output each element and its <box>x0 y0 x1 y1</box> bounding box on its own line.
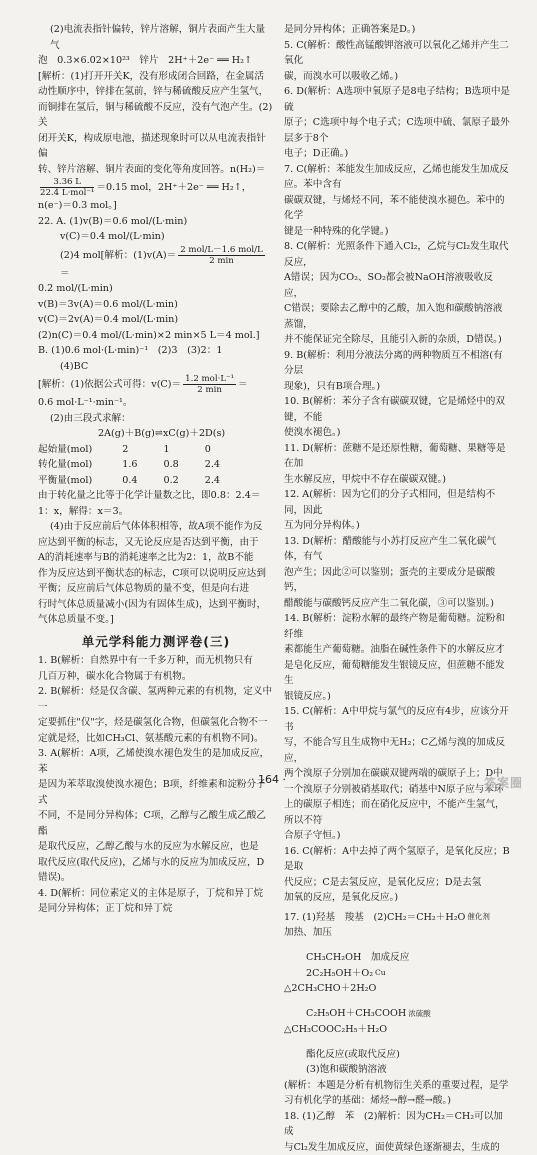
text-line: A错误；因为CO₂、SO₂都会被NaOH溶液吸收反应， <box>284 272 493 299</box>
arrow-condition-top: 浓硫酸 <box>408 1008 431 1018</box>
text-line: 生水解反应，甲烷中不存在碳碳双键。) <box>284 473 447 485</box>
table-cell: 转化量(mol) <box>38 459 93 470</box>
text-line: 使溴水褪色。) <box>284 427 341 438</box>
text-line: 作为反应达到平衡状态的标志，C项可以说明反应达到 <box>38 567 266 579</box>
text-line: A的消耗速率与B的消耗速率之比为2：1，故B不能 <box>38 552 254 563</box>
equation-line: 2A(g)＋B(g)⇌xC(g)＋2D(s) <box>98 428 226 439</box>
text-line: (3)饱和碳酸钠溶液 <box>306 1064 387 1076</box>
text-line: 闭开关K，构成原电池，描述现象时可以从电流表指针偏 <box>38 132 266 159</box>
text-line: 16. C(解析：A中去掉了两个氢原子，是氧化反应；B是取 <box>284 845 510 872</box>
text-line: v(C)＝0.4 mol/(L·min) <box>60 231 165 242</box>
text-line: 由于转化量之比等于化学计量数之比，即0.8：2.4＝ <box>38 490 261 501</box>
text-line: 定就是烃，比如CH₃Cl、氨基酸元素的有机物不同)。 <box>38 732 264 744</box>
text-fragment: ＝0.15 mol，2H⁺＋2e⁻ ══ H₂↑， <box>96 182 252 193</box>
text-line: 22. A. (1)v(B)＝0.6 mol/(L·min) <box>38 215 188 227</box>
table-cell: 0.2 <box>163 474 179 486</box>
text-line: 互为同分异构体。) <box>284 520 360 531</box>
text-line: 2. B(解析：烃是仅含碳、氢两种元素的有机物，定义中一 <box>38 686 273 713</box>
table-cell: 起始量(mol) <box>38 443 93 455</box>
table-row <box>38 473 228 489</box>
text-line: 酯化反应(或取代反应) <box>306 1048 400 1060</box>
text-fragment: ＝ <box>60 267 70 279</box>
text-line: 4. D(解析：同位素定义的主体是原子，丁烷和异丁烷 <box>38 887 264 899</box>
text-line: [解析：(1)打开开关K，没有形成闭合回路，在金属活 <box>38 70 264 82</box>
text-line: 银镜反应。) <box>284 690 331 702</box>
section-title: 单元学科能力测评卷(三) <box>81 633 231 649</box>
text-line: 是取代反应，乙醇乙酸与水的反应为水解反应，也是 <box>38 841 259 852</box>
fraction-numerator: 2 mol/L－1.6 mol/L <box>180 244 263 255</box>
text-line: (2)n(C)＝0.4 mol/(L·min)×2 min×5 L＝4 mol.] <box>38 329 260 341</box>
text-line: 写，不能合写且生成物中无H₂；C乙烯与溴的加成反应， <box>284 737 506 764</box>
text-line: 碳碳双键，与烯烃不同，苯不能使溴水褪色。苯中的化学 <box>284 194 505 221</box>
text-line: 14. B(解析：淀粉水解的最终产物是葡萄糖。淀粉和纤维 <box>284 613 505 640</box>
text-line: CH₃CH₂OH 加成反应 <box>306 952 410 964</box>
text-line: 加氧的反应，是氧化反应。) <box>284 892 399 903</box>
text-line: (4)BC <box>60 360 89 372</box>
text-line: 15. C(解析：A中甲烷与氯气的反应有4步，应该分开书 <box>284 706 509 733</box>
text-line: 是同分异构体；正丁烷和异丁烷 <box>38 903 173 914</box>
formula-line <box>38 245 274 282</box>
arrow-condition-top: 催化剂 <box>467 912 490 921</box>
three-stage-table <box>38 442 228 489</box>
page-number: · 164 · <box>251 773 286 786</box>
text-fragment: 2CH₃CHO＋2H₂O <box>291 983 377 995</box>
text-line: 取代反应(取代反应)，乙烯与水的反应为加成反应，D <box>38 856 265 868</box>
table-row <box>38 442 228 458</box>
text-line: 动性顺序中，锌排在氢前，锌与稀硫酸反应产生氢气， <box>38 86 269 97</box>
text-line: 定要抓住"仅"字，烃是碳氢化合物，但碳氢化合物不一 <box>38 717 268 728</box>
table-cell: 2.4 <box>204 474 221 486</box>
formula-line <box>38 177 274 198</box>
text-line: (2)电流表指针偏转，锌片溶解，铜片表面产生大量气 <box>50 24 266 51</box>
watermark: 答案圈 <box>483 776 523 790</box>
table-cell: 0 <box>204 443 211 455</box>
text-line: v(B)＝3v(A)＝0.6 mol/(L·min) <box>38 298 178 310</box>
reaction-arrow <box>375 969 386 977</box>
text-line: 错误)。 <box>38 872 71 883</box>
table-cell: 2.4 <box>204 459 221 470</box>
table-row <box>38 457 228 473</box>
text-line: 18. (1)乙醇 苯 (2)解析：因为CH₂＝CH₂可以加成 <box>284 1110 503 1138</box>
text-line: 应达到平衡的标志，又无论反应是否达到平衡，由于 <box>38 536 259 548</box>
reaction-arrow <box>408 1010 431 1018</box>
text-line: 电子；D正确。) <box>284 148 349 159</box>
text-line: 上的碳原子相连；而在硝化反应中，不能产生氢气，所以不符 <box>284 799 505 826</box>
text-line: 气体总质量不变。] <box>38 614 114 625</box>
table-cell: 0.8 <box>163 459 179 470</box>
text-line: 醋酸能与碳酸钙反应产生二氧化碳，③可以鉴别。) <box>284 597 495 609</box>
text-line: 习有机化学的基础：烯烃→醇→醛→酸。) <box>284 1095 451 1107</box>
table-cell: 2 <box>122 443 129 455</box>
text-line: 是皂化反应，葡萄糖能发生银镜反应，但蔗糖不能发生 <box>284 659 505 686</box>
text-fragment: CH₃COOC₂H₅＋H₂O <box>291 1023 388 1035</box>
fraction-numerator: 3.36 L <box>40 177 94 188</box>
text-line: 不同，不是同分异构体；C项，乙醇与乙酸生成乙酸乙酯 <box>38 810 266 837</box>
text-line: 原子；C选项中每个电子式；C选项中硫、氯原子最外层多于8个 <box>284 117 510 144</box>
text-fragment: (2)4 mol[解析：(1)v(A)＝ <box>60 249 177 261</box>
fraction <box>178 245 265 266</box>
formula-line <box>284 910 510 926</box>
text-line: 10. B(解析：苯分子含有碳碳双键，它是烯烃中的双键，不能 <box>284 396 505 423</box>
text-line: 合原子守恒。) <box>284 830 341 841</box>
text-line: 键是一种特殊的化学键。) <box>284 225 389 237</box>
text-fragment: 2C₂H₅OH＋O₂ <box>306 967 374 979</box>
text-line: 行时气体总质量减小(因为有固体生成)，达到平衡时， <box>38 598 267 610</box>
text-line: 3. A(解析：A项，乙烯使溴水褪色发生的是加成反应，苯 <box>38 748 270 775</box>
arrow-condition-bottom: △ <box>284 1023 292 1035</box>
text-line: 两个溴原子分别加在碳碳双键两端的碳原子上；D中 <box>284 768 503 779</box>
text-line: 泡产生；因此②可以鉴别；蛋壳的主要成分是碳酸钙， <box>284 566 496 593</box>
text-line: (4)由于反应前后气体体积相等，故A项不能作为反 <box>50 521 263 532</box>
table-cell: 0.4 <box>122 474 138 486</box>
text-line: 0.2 mol/(L·min) <box>38 283 113 294</box>
text-line: (2)由三段式求解： <box>50 412 131 424</box>
formula-line <box>284 966 510 982</box>
text-line: 9. B(解析：利用分液法分离的两种物质互不相溶(有分层 <box>284 349 503 376</box>
text-line: 是同分异构体；正确答案是D。) <box>284 24 416 35</box>
text-line: 与Cl₂发生加成反应，面使黄绿色逐渐褪去，生成的 <box>284 1141 500 1153</box>
right-column <box>284 22 510 1155</box>
text-line: 转、锌片溶解、铜片表面的变化等角度回答。n(H₂)＝ <box>38 163 266 175</box>
arrow-condition-top: Cu <box>375 968 386 978</box>
text-line: 7. C(解析：苯能发生加成反应，乙烯也能发生加成反应。苯中含有 <box>284 163 509 190</box>
text-line: 几百万种，碳水化合物属于有机物。 <box>38 670 192 682</box>
text-line: 8. C(解析：光照条件下通入Cl₂，乙烷与Cl₂发生取代反应， <box>284 241 509 268</box>
text-line: 现象)，只有B项合理。) <box>284 380 381 392</box>
text-line: 11. D(解析：蔗糖不是还原性糖，葡萄糖、果糖等是在加 <box>284 442 506 469</box>
text-line: v(C)＝2v(A)＝0.4 mol/(L·min) <box>38 314 179 325</box>
fraction-denominator: 2 min <box>209 255 234 266</box>
fraction-denominator: 2 min <box>197 385 222 395</box>
text-line: C错误；要除去乙醇中的乙酸，加入饱和碳酸钠溶液蒸馏， <box>284 303 503 330</box>
text-fragment: ＝ <box>238 379 248 390</box>
text-line: 素都能生产葡萄糖。油脂在碱性条件下的水解反应才 <box>284 644 505 655</box>
text-line: 代反应；C是去氢反应，是氧化反应；D是去氢 <box>284 876 482 888</box>
text-line: 1. B(解析：自然界中有一千多万种，而无机物只有 <box>38 655 253 666</box>
table-cell: 平衡量(mol) <box>38 474 93 486</box>
text-line: 平衡；反应前后气体总物质的量不变，但是向右进 <box>38 583 250 594</box>
fraction-denominator: 22.4 L·mol⁻¹ <box>40 188 95 198</box>
fraction <box>183 374 236 395</box>
table-cell: 1 <box>163 443 170 455</box>
formula-line <box>284 1006 510 1022</box>
formula-line <box>38 374 274 395</box>
text-line: 而铜排在氢后，铜与稀硫酸不反应，没有气泡产生。(2)关 <box>38 101 273 128</box>
text-line: 6. D(解析：A选项中氧原子是8电子结构；B选项中是硫 <box>284 86 511 113</box>
reaction-arrow <box>467 913 490 921</box>
text-line: 是因为苯萃取溴使溴水褪色；B项，纤维素和淀粉分子式 <box>38 779 266 806</box>
text-line: 并不能保证完全除尽，且能引入新的杂质，D错误。) <box>284 334 502 345</box>
text-line: 12. A(解析：因为它们的分子式相同，但是结构不同，因此 <box>284 489 496 516</box>
fraction <box>40 177 94 198</box>
fraction-numerator: 1.2 mol·L⁻¹ <box>185 374 235 384</box>
table-cell: 1.6 <box>122 459 138 470</box>
text-line: n(e⁻)＝0.3 mol。] <box>38 200 117 211</box>
text-line: 5. C(解析：酸性高锰酸钾溶液可以氧化乙烯并产生二氧化 <box>284 39 509 66</box>
text-line: 1：x，解得：x＝3。 <box>38 505 129 517</box>
text-line: B. (1)0.6 mol·(L·min)⁻¹ (2)3 (3)2：1 <box>38 345 223 356</box>
text-fragment: [解析：(1)依据公式可得：v(C)＝ <box>38 379 182 390</box>
text-line: 0.6 mol·L⁻¹·min⁻¹。 <box>38 397 133 408</box>
text-line: (解析：本题是分析有机物衍生关系的重要过程，是学 <box>284 1079 509 1091</box>
text-line: 碳，而溴水可以吸收乙烯。) <box>284 70 399 82</box>
text-line: 泡 0.3×6.02×10²³ 锌片 2H⁺＋2e⁻ ══ H₂↑ <box>38 55 253 66</box>
text-fragment: C₂H₅OH＋CH₃COOH <box>306 1008 407 1020</box>
arrow-condition-bottom: 加热、加压 <box>284 927 332 938</box>
text-line: 13. D(解析：醋酸能与小苏打反应产生二氧化碳气体，有气 <box>284 535 497 562</box>
text-line: 一个溴原子分别被硝基取代；硝基中N原子应与苯环 <box>284 783 504 795</box>
text-fragment: 17. (1)羟基 羧基 (2)CH₂＝CH₂＋H₂O <box>284 911 466 923</box>
arrow-condition-bottom: △ <box>284 983 292 995</box>
